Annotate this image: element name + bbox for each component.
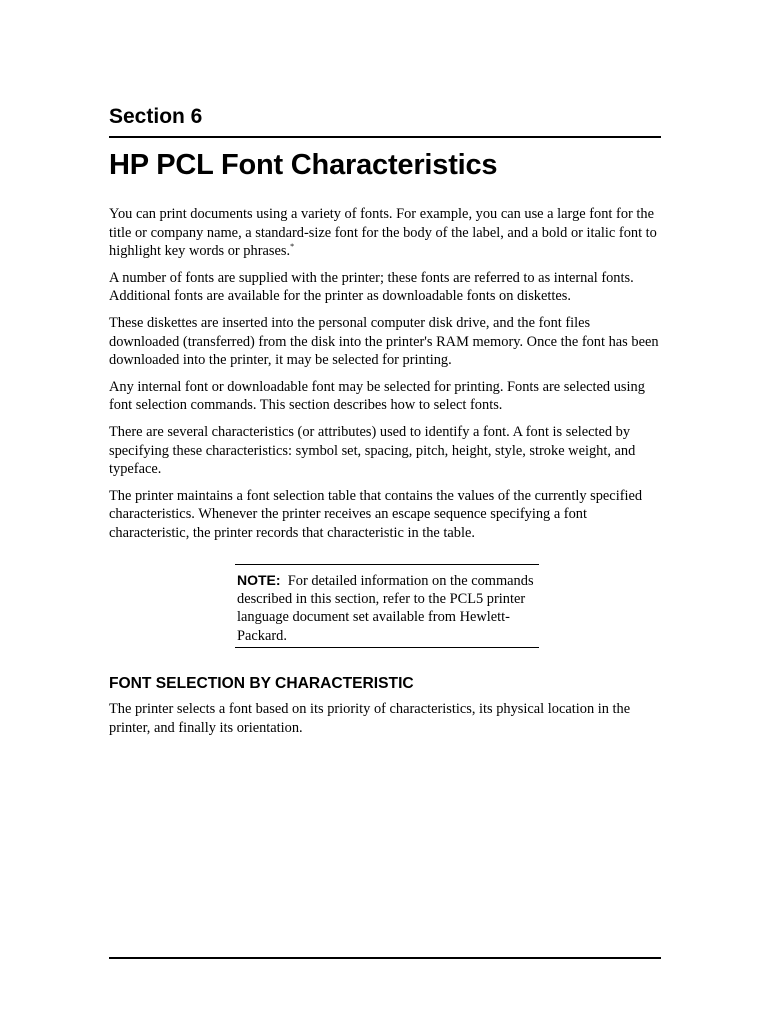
paragraph-characteristics: There are several characteristics (or attributes) used to identify a font. A font is selected by specifying these characteristics: symbol set, spacing, pitch, height, style, stroke weight, and typeface. xyxy=(109,423,636,478)
note-text: For detailed information on the commands described in this section, refer to the PCL5 printer language document set available from Hewlett-Packard. xyxy=(237,572,534,644)
paragraph-font-selection: The printer selects a font based on its priority of characteristics, its physical location in the printer, and finally its orientation. xyxy=(109,701,631,736)
paragraph-intro-text: You can print documents using a variety of fonts. For example, you can use a large font for the title or company name, a standard-size font for the body of the label, and a bold or italic font to highlight key words or phrases. xyxy=(109,206,657,260)
paragraph-internal-fonts: A number of fonts are supplied with the printer; these fonts are referred to as internal fonts. Additional fonts are available for the printer as downloadable fonts on diskettes. xyxy=(109,269,634,305)
subsection-heading: FONT SELECTION BY CHARACTERISTIC xyxy=(109,675,414,693)
section-label: Section 6 xyxy=(109,105,203,128)
document-page xyxy=(109,104,661,737)
note-label: NOTE: xyxy=(237,571,281,588)
note-box xyxy=(235,564,539,649)
title-rule xyxy=(109,136,661,138)
page-title: HP PCL Font Characteristics xyxy=(109,149,498,181)
footer-rule xyxy=(109,957,661,959)
note-paragraph xyxy=(237,571,539,646)
paragraph-diskettes: These diskettes are inserted into the personal computer disk drive, and the font files downloaded (transferred) from the disk into the printer's RAM memory. Once the font has been downloaded into the printer, it may be selected for printing. xyxy=(109,314,659,369)
paragraph-selection-commands: Any internal font or downloadable font may be selected for printing. Fonts are selected using font selection commands. This section describes how to select fonts. xyxy=(109,378,645,414)
paragraph-selection-table: The printer maintains a font selection table that contains the values of the currently specified characteristics. Whenever the printer receives an escape sequence specifying a font characteristic, the printer records that characteristic in the table. xyxy=(109,487,643,541)
footnote-marker: * xyxy=(290,242,295,252)
paragraph-intro xyxy=(109,205,661,261)
